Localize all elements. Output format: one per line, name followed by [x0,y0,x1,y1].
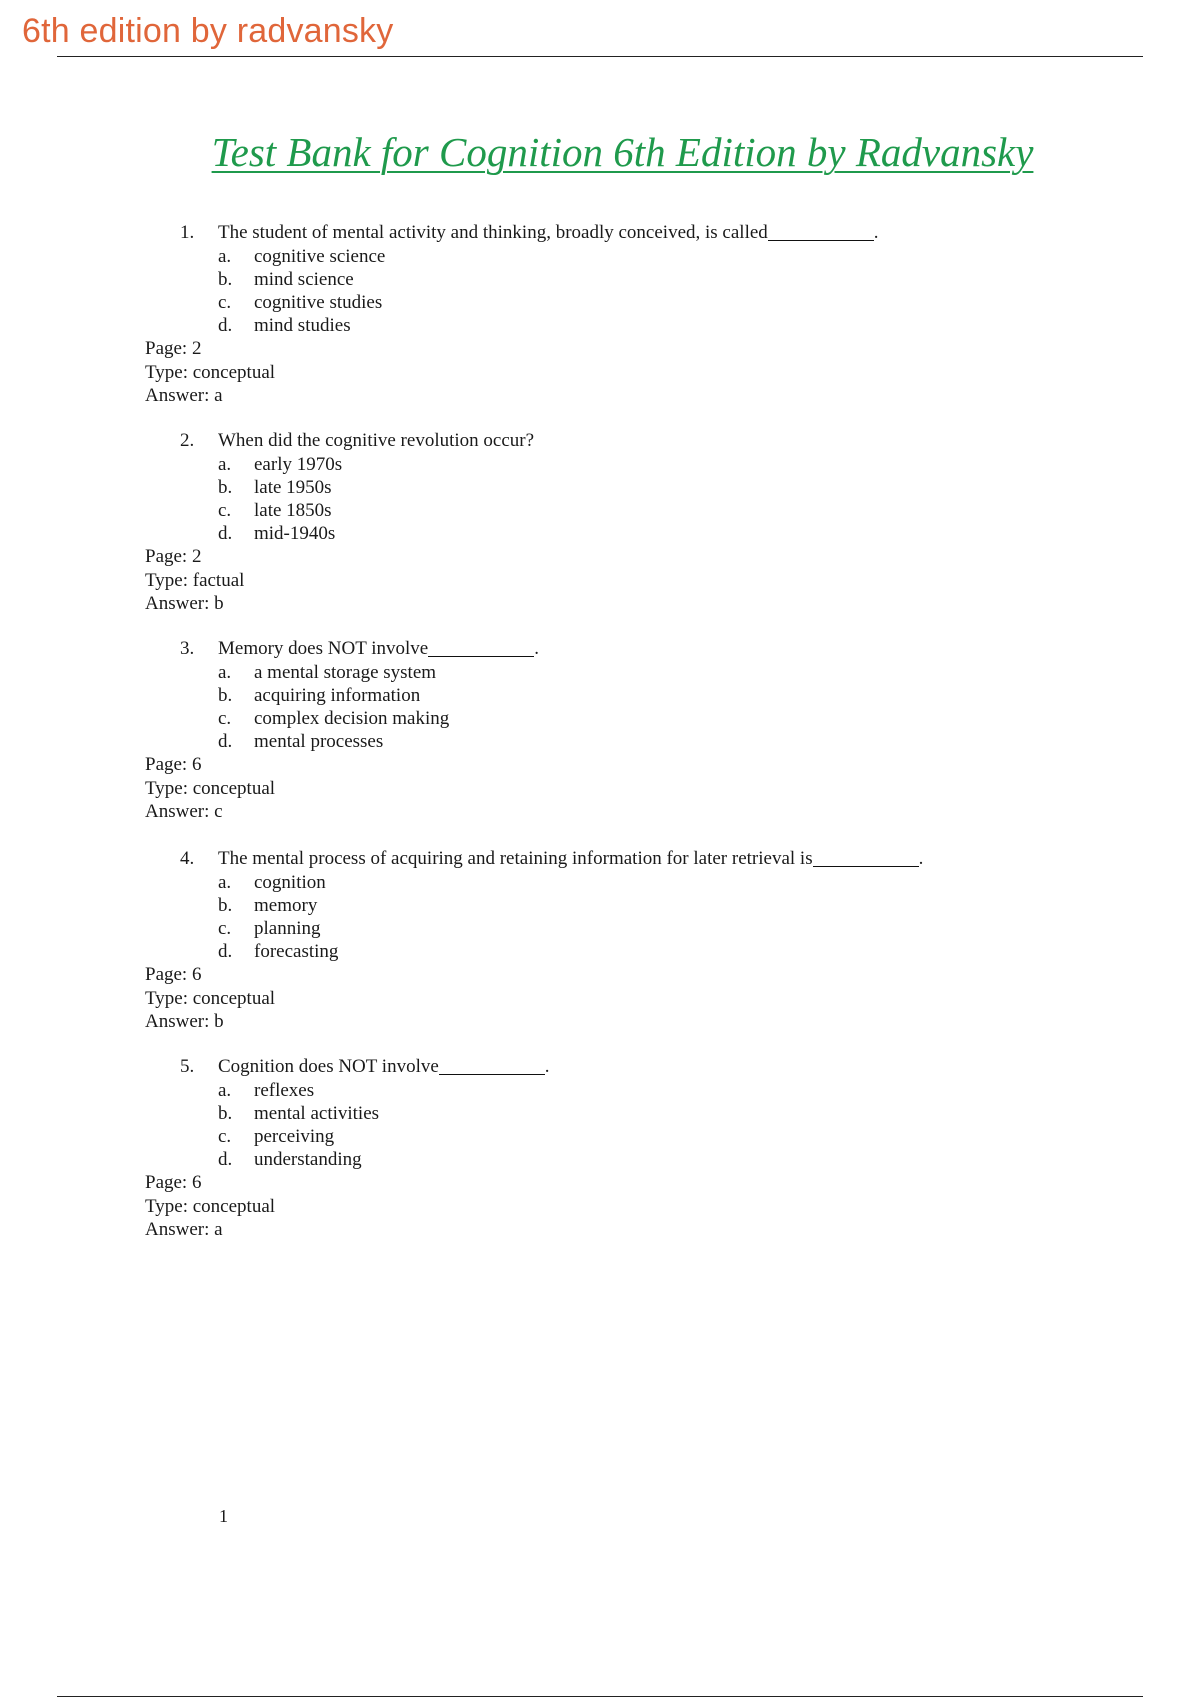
option-list [0,662,1200,754]
option-text: cognitive studies [254,292,383,313]
question-1 [0,222,1200,409]
option-letter: c. [218,708,232,729]
option-b [0,685,1200,708]
option-a [0,454,1200,477]
option-letter: d. [218,941,233,962]
option-text: a mental storage system [254,662,437,683]
option-text: reflexes [254,1080,315,1101]
question-stem [0,430,1200,454]
option-letter: d. [218,315,233,336]
option-text: mind studies [254,315,351,336]
question-text: The student of mental activity and thinking, broadly conceived, is called [218,222,768,243]
option-text: planning [254,918,321,939]
option-b [0,1103,1200,1126]
meta-type: Type: factual [145,569,245,591]
meta-type: Type: conceptual [145,777,276,799]
question-text-wrap [218,638,539,660]
page-number: 1 [219,1506,228,1526]
option-letter: d. [218,523,233,544]
option-text: understanding [254,1149,362,1170]
question-5 [0,1056,1200,1243]
option-letter: c. [218,1126,232,1147]
question-2 [0,430,1200,617]
option-d [0,523,1200,546]
option-letter: d. [218,731,233,752]
question-text: When did the cognitive revolution occur? [218,430,535,451]
option-letter: d. [218,1149,233,1170]
option-c [0,292,1200,315]
question-number: 2. [180,430,195,451]
question-suffix: . [918,848,924,869]
option-text: cognition [254,872,326,893]
answer-blank [813,848,919,867]
meta-type: Type: conceptual [145,987,276,1009]
option-letter: a. [218,872,232,893]
option-letter: b. [218,269,233,290]
question-number: 1. [180,222,195,243]
option-text: late 1850s [254,500,332,521]
option-text: mid-1940s [254,523,336,544]
answer-blank [428,638,534,657]
question-text-wrap [218,848,923,870]
option-list [0,246,1200,338]
option-d [0,941,1200,964]
meta-page: Page: 6 [145,754,202,775]
option-text: mind science [254,269,354,290]
question-text-wrap [218,1056,550,1078]
question-4 [0,848,1200,1035]
option-b [0,895,1200,918]
question-stem [0,848,1200,872]
option-c [0,708,1200,731]
option-a [0,1080,1200,1103]
option-d [0,1149,1200,1172]
option-letter: b. [218,895,233,916]
question-suffix: . [534,638,539,659]
option-text: forecasting [254,941,339,962]
meta-page: Page: 2 [145,546,202,567]
option-letter: c. [218,918,232,939]
question-suffix: . [544,1056,550,1077]
option-letter: b. [218,685,233,706]
question-text-wrap [218,222,879,244]
option-letter: b. [218,477,233,498]
option-letter: a. [218,662,232,683]
option-text: late 1950s [254,477,332,498]
question-suffix: . [873,222,879,243]
question-stem [0,1056,1200,1080]
meta-answer: Answer: a [145,1219,223,1240]
question-text: Cognition does NOT involve [218,1056,439,1077]
option-letter: a. [218,454,232,475]
meta-answer: Answer: b [145,1011,224,1032]
meta-page: Page: 2 [145,338,202,359]
option-c [0,1126,1200,1149]
footer-rule [57,1696,1143,1697]
header-rule [57,56,1143,57]
option-list [0,872,1200,964]
option-text: mental processes [254,731,384,752]
option-b [0,269,1200,292]
option-letter: c. [218,500,232,521]
meta-answer: Answer: b [145,593,224,614]
meta-page: Page: 6 [145,1172,202,1193]
option-letter: a. [218,1080,232,1101]
meta-answer: Answer: c [145,801,223,822]
meta-page: Page: 6 [145,964,202,985]
option-text: mental activities [254,1103,380,1124]
document-title: Test Bank for Cognition 6th Edition by Radvansky [211,129,1034,175]
option-a [0,246,1200,269]
option-a [0,662,1200,685]
option-text: early 1970s [254,454,343,475]
answer-blank [768,222,874,241]
option-letter: b. [218,1103,233,1124]
option-list [0,1080,1200,1172]
site-header-text: 6th edition by radvansky [22,12,394,50]
option-text: complex decision making [254,708,450,729]
option-b [0,477,1200,500]
question-number: 3. [180,638,195,659]
option-letter: c. [218,292,232,313]
option-c [0,500,1200,523]
question-stem [0,222,1200,246]
answer-blank [439,1056,545,1075]
meta-type: Type: conceptual [145,361,276,383]
option-text: memory [254,895,318,916]
question-number: 4. [180,848,195,869]
option-c [0,918,1200,941]
question-3 [0,638,1200,825]
option-text: perceiving [254,1126,335,1147]
option-a [0,872,1200,895]
meta-type: Type: conceptual [145,1195,276,1217]
option-d [0,315,1200,338]
question-number: 5. [180,1056,195,1077]
question-text: The mental process of acquiring and retaining information for later retrieval is [218,848,813,869]
question-text-wrap [218,430,534,452]
option-letter: a. [218,246,232,267]
option-d [0,731,1200,754]
option-text: cognitive science [254,246,386,267]
option-text: acquiring information [254,685,421,706]
question-text: Memory does NOT involve [218,638,429,659]
meta-answer: Answer: a [145,385,223,406]
question-stem [0,638,1200,662]
option-list [0,454,1200,546]
